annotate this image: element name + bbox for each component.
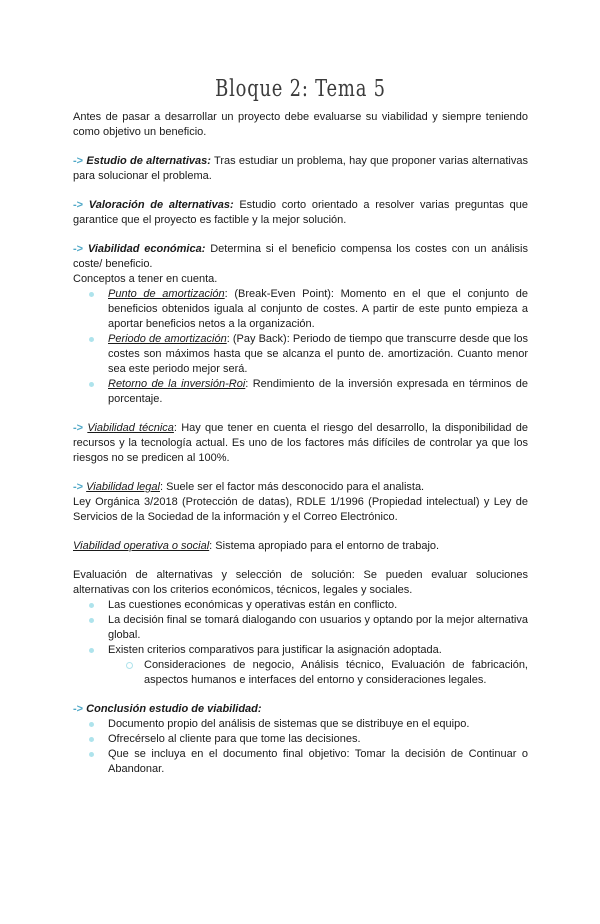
hollow-bullet-icon [126, 662, 133, 669]
list-item [73, 643, 528, 658]
list-item [73, 717, 528, 732]
concept-term: Periodo de amortización [108, 333, 227, 345]
list-item [73, 332, 528, 377]
list-item-text: Existen criterios comparativos para justificar la asignación adoptada. [108, 644, 442, 656]
arrow-marker: -> [73, 155, 84, 167]
concept-term: Retorno de la inversión-Roi [108, 378, 246, 390]
list-item [73, 732, 528, 747]
arrow-marker: -> [73, 703, 84, 715]
ley-paragraph: Ley Orgánica 3/2018 (Protección de datas), RDLE 1/1996 (Propiedad intelectual) y Ley de Servicios de la Sociedad de la información y el Correo Electrónico. [73, 496, 528, 523]
concept-text: : (Pay Back): Periodo de tiempo que transcurre desde que los costes son máximos hasta que se alcanza el punto de. amortización. Cuanto menor sea este periodo mejor será. [108, 333, 528, 375]
list-item-text: Ofrecérselo al cliente para que tome las decisiones. [108, 733, 361, 745]
concept-text: : (Break-Even Point): Momento en el que el conjunto de beneficios obtenidos iguala al conjunto de costes. A partir de este punto empieza a aportar beneficios netos a la organización. [108, 288, 529, 330]
bullet-icon [89, 382, 94, 387]
legal-paragraph [73, 480, 528, 495]
list-item-text: Que se incluya en el documento final objetivo: Tomar la decisión de Continuar o Abandonar. [108, 748, 528, 775]
evaluacion-sublist [73, 658, 528, 688]
bullet-icon [89, 737, 94, 742]
concept-term: Punto de amortización [108, 288, 225, 300]
tecnica-label: Viabilidad técnica [87, 422, 174, 434]
tecnica-paragraph [73, 421, 528, 466]
list-item-text: Las cuestiones económicas y operativas están en conflicto. [108, 599, 398, 611]
sub-list-item [73, 658, 528, 688]
list-item [73, 613, 528, 643]
list-item-text: La decisión final se tomará dialogando con usuarios y optando por la mejor alternativa global. [108, 614, 528, 641]
bullet-icon [89, 337, 94, 342]
valoracion-text: Estudio corto orientado a resolver varias preguntas que garantice que el proyecto es factible y la mejor solución. [73, 199, 528, 226]
document-page [0, 76, 600, 924]
list-item-text: Documento propio del análisis de sistemas que se distribuye en el equipo. [108, 718, 470, 730]
arrow-marker: -> [73, 481, 84, 493]
bullet-icon [89, 648, 94, 653]
legal-text: : Suele ser el factor más desconocido para el analista. [159, 481, 425, 493]
sub-list-item-text: Consideraciones de negocio, Análisis técnico, Evaluación de fabricación, aspectos humanos e interfaces del entorno y consideraciones legales. [144, 659, 528, 686]
conclusion-label: Conclusión estudio de viabilidad: [86, 703, 262, 715]
intro-paragraph: Antes de pasar a desarrollar un proyecto debe evaluarse su viabilidad y siempre teniendo como objetivo un beneficio. [73, 111, 528, 138]
valoracion-paragraph [73, 198, 528, 228]
economica-paragraph [73, 242, 528, 272]
evaluacion-list [73, 598, 528, 658]
conclusion-heading [73, 702, 528, 717]
conclusion-list [73, 717, 528, 777]
list-item [73, 747, 528, 777]
list-item [73, 377, 528, 407]
bullet-icon [89, 618, 94, 623]
list-item [73, 287, 528, 332]
bullet-icon [89, 752, 94, 757]
arrow-marker: -> [73, 422, 84, 434]
arrow-marker: -> [73, 243, 84, 255]
estudio-paragraph [73, 154, 528, 184]
arrow-marker: -> [73, 199, 84, 211]
estudio-label: Estudio de alternativas: [86, 155, 211, 167]
page-title: Bloque 2: Tema 5 [215, 76, 386, 102]
list-item [73, 598, 528, 613]
economica-list [73, 287, 528, 407]
bullet-icon [89, 603, 94, 608]
economica-text: Determina si el beneficio compensa los costes con un análisis coste/ beneficio. [73, 243, 528, 270]
tecnica-text: : Hay que tener en cuenta el riesgo del desarrollo, la disponibilidad de recursos y la tecnología actual. Es uno de los factores más difíciles de controlar ya que los riesgos no se predicen al 100%. [73, 422, 528, 464]
conceptos-line: Conceptos a tener en cuenta. [73, 273, 218, 285]
operativa-label: Viabilidad operativa o social [73, 540, 210, 552]
economica-label: Viabilidad económica: [87, 243, 206, 255]
legal-label: Viabilidad legal [86, 481, 160, 493]
concept-text: : Rendimiento de la inversión expresada en términos de porcentaje. [108, 378, 528, 405]
bullet-icon [89, 292, 94, 297]
bullet-icon [89, 722, 94, 727]
evaluacion-paragraph: Evaluación de alternativas y selección de solución: Se pueden evaluar soluciones alternativas con los criterios económicos, técnicos, legales y sociales. [73, 569, 528, 596]
operativa-paragraph [73, 539, 528, 554]
valoracion-label: Valoración de alternativas: [88, 199, 234, 211]
estudio-text: Tras estudiar un problema, hay que proponer varias alternativas para solucionar el problema. [73, 155, 528, 182]
operativa-text: : Sistema apropiado para el entorno de trabajo. [209, 540, 440, 552]
